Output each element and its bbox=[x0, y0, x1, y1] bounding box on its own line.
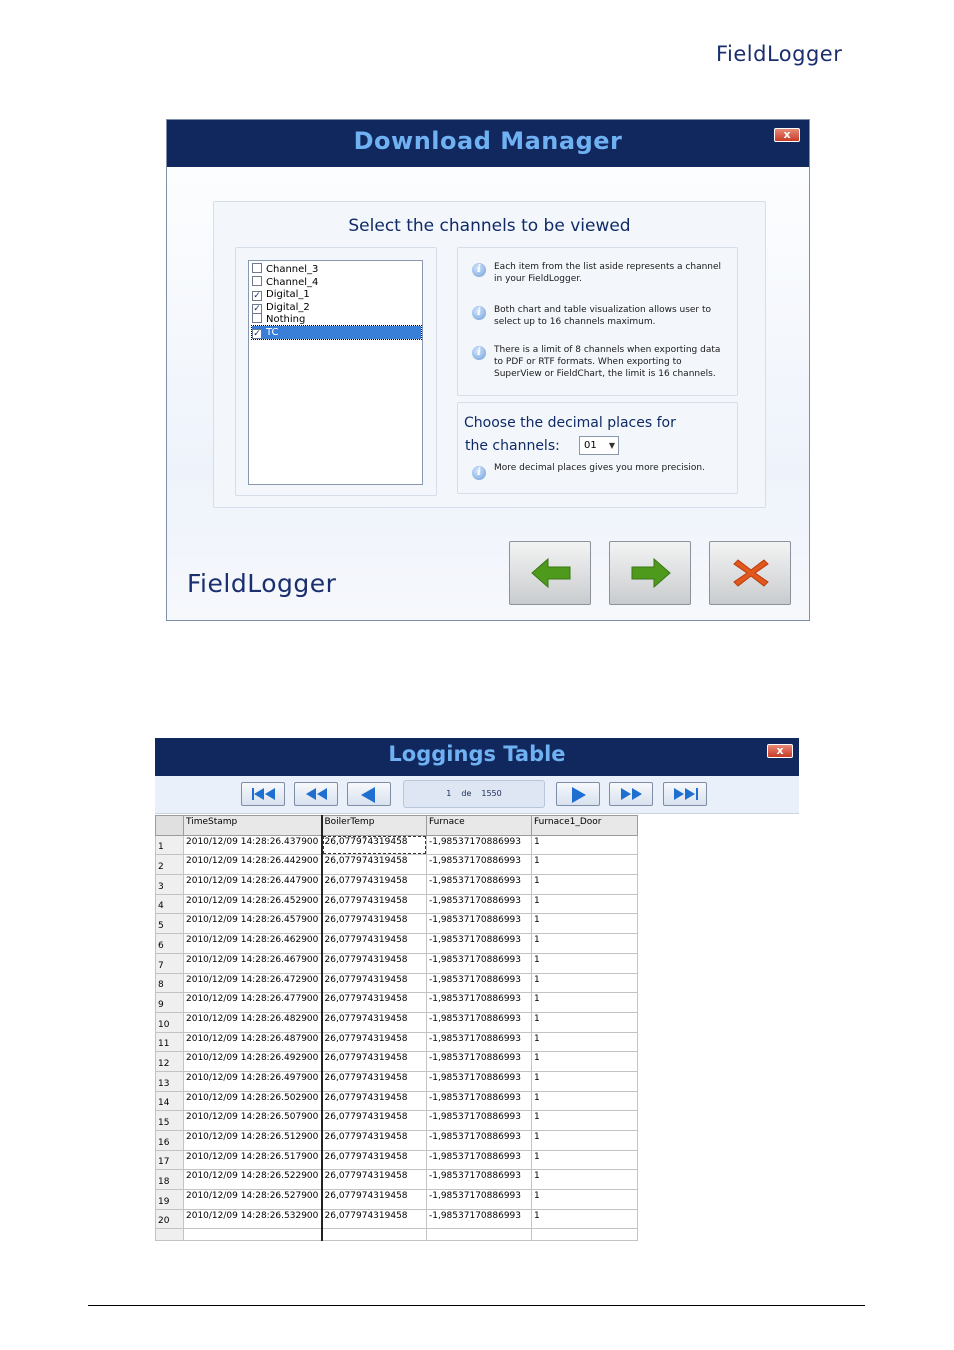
channel-label: Channel_4 bbox=[266, 276, 319, 288]
table-row[interactable] bbox=[156, 1052, 638, 1072]
furnace-cell[interactable]: -1,98537170886993 bbox=[427, 855, 532, 875]
furnace-cell[interactable]: -1,98537170886993 bbox=[427, 1150, 532, 1170]
furnace1-door-cell[interactable]: 1 bbox=[532, 1170, 638, 1190]
timestamp-cell[interactable]: 2010/12/09 14:28:26.507900 bbox=[184, 1111, 322, 1131]
furnace-cell[interactable]: -1,98537170886993 bbox=[427, 1032, 532, 1052]
timestamp-cell[interactable]: 2010/12/09 14:28:26.487900 bbox=[184, 1032, 322, 1052]
table-row[interactable] bbox=[156, 914, 638, 934]
column-header-boilertemp[interactable]: BoilerTemp bbox=[322, 816, 427, 836]
timestamp-cell[interactable]: 2010/12/09 14:28:26.457900 bbox=[184, 914, 322, 934]
furnace1-door-cell[interactable]: 1 bbox=[532, 1052, 638, 1072]
boilertemp-cell[interactable]: 26,077974319458 bbox=[322, 1071, 427, 1091]
row-number: 3 bbox=[156, 875, 184, 895]
boilertemp-cell[interactable]: 26,077974319458 bbox=[322, 1091, 427, 1111]
row-number: 18 bbox=[156, 1170, 184, 1190]
boilertemp-cell[interactable]: 26,077974319458 bbox=[322, 875, 427, 895]
furnace1-door-cell[interactable]: 1 bbox=[532, 993, 638, 1013]
boilertemp-cell[interactable]: 26,077974319458 bbox=[322, 1150, 427, 1170]
row-number: 6 bbox=[156, 934, 184, 954]
row-number: 5 bbox=[156, 914, 184, 934]
download-manager-window: Download Manager x Select the channels to be viewed Channel_3 Channel_4 ✓ Digital_1 ✓ Digital_2 Nothing ✓ TC i Each item from the list aside represents a channel in your FieldLogger. i Both chart and table visualization allows user to select up to 16 channels maximum. i There is a limit of 8 channels when exporting data to PDF or RTF formats. When exporting to SuperView or FieldChart, the limit is 16 channels. Choose the decimal places for the channels: 01 ▼ i More decimal places gives you more precision. FieldLogger bbox=[166, 119, 810, 621]
furnace1-door-cell[interactable]: 1 bbox=[532, 894, 638, 914]
table-row[interactable] bbox=[156, 1170, 638, 1190]
close-x-icon bbox=[730, 556, 772, 590]
row-number: 16 bbox=[156, 1131, 184, 1151]
row-number: 19 bbox=[156, 1190, 184, 1210]
timestamp-cell[interactable]: 2010/12/09 14:28:26.502900 bbox=[184, 1091, 322, 1111]
boilertemp-cell[interactable]: 26,077974319458 bbox=[322, 1131, 427, 1151]
channel-item[interactable] bbox=[252, 326, 421, 339]
furnace-cell[interactable]: -1,98537170886993 bbox=[427, 1111, 532, 1131]
timestamp-cell[interactable]: 2010/12/09 14:28:26.452900 bbox=[184, 894, 322, 914]
table-row[interactable] bbox=[156, 934, 638, 954]
download-manager-titlebar bbox=[167, 120, 809, 167]
previous-page-button[interactable] bbox=[347, 782, 391, 806]
row-number: 2 bbox=[156, 855, 184, 875]
decimal-places-select[interactable]: 01 ▼ bbox=[579, 436, 619, 455]
furnace-cell[interactable]: -1,98537170886993 bbox=[427, 1209, 532, 1229]
row-number: 9 bbox=[156, 993, 184, 1013]
row-number: 4 bbox=[156, 894, 184, 914]
boilertemp-cell[interactable]: 26,077974319458 bbox=[322, 894, 427, 914]
table-row[interactable] bbox=[156, 1032, 638, 1052]
furnace1-door-cell[interactable]: 1 bbox=[532, 855, 638, 875]
table-row[interactable] bbox=[156, 855, 638, 875]
next-page-button[interactable] bbox=[556, 782, 600, 806]
fast-back-button[interactable] bbox=[294, 782, 338, 806]
last-page-icon bbox=[673, 787, 699, 801]
table-row[interactable] bbox=[156, 953, 638, 973]
previous-icon bbox=[357, 787, 383, 803]
decimal-title-line2: the channels: bbox=[465, 438, 560, 454]
next-button[interactable] bbox=[609, 541, 691, 605]
loggings-table-titlebar bbox=[155, 738, 799, 776]
timestamp-cell[interactable] bbox=[184, 1229, 322, 1241]
loggings-data-grid bbox=[155, 815, 638, 1241]
channel-label: TC bbox=[266, 327, 279, 338]
furnace-cell[interactable]: -1,98537170886993 bbox=[427, 875, 532, 895]
boilertemp-cell[interactable]: 26,077974319458 bbox=[322, 953, 427, 973]
furnace-cell[interactable]: -1,98537170886993 bbox=[427, 894, 532, 914]
page-indicator: 1 de 1550 bbox=[403, 780, 545, 808]
channel-item[interactable] bbox=[252, 263, 421, 276]
boilertemp-cell[interactable]: 26,077974319458 bbox=[322, 1111, 427, 1131]
timestamp-cell[interactable]: 2010/12/09 14:28:26.462900 bbox=[184, 934, 322, 954]
furnace-cell[interactable]: -1,98537170886993 bbox=[427, 1071, 532, 1091]
boilertemp-cell[interactable]: 26,077974319458 bbox=[322, 934, 427, 954]
table-row[interactable] bbox=[156, 894, 638, 914]
boilertemp-cell[interactable]: 26,077974319458 bbox=[322, 1170, 427, 1190]
row-number: 8 bbox=[156, 973, 184, 993]
boilertemp-cell[interactable]: 26,077974319458 bbox=[322, 835, 427, 855]
info-icon: i bbox=[472, 466, 486, 480]
table-row[interactable] bbox=[156, 1209, 638, 1229]
table-row[interactable] bbox=[156, 1131, 638, 1151]
table-row[interactable] bbox=[156, 835, 638, 855]
checkbox-unchecked-icon[interactable] bbox=[252, 276, 262, 286]
timestamp-cell[interactable]: 2010/12/09 14:28:26.437900 bbox=[184, 835, 322, 855]
checkbox-checked-icon[interactable]: ✓ bbox=[253, 329, 261, 339]
boilertemp-cell[interactable]: 26,077974319458 bbox=[322, 1209, 427, 1229]
timestamp-cell[interactable]: 2010/12/09 14:28:26.442900 bbox=[184, 855, 322, 875]
loggings-table-window bbox=[155, 738, 799, 1238]
boilertemp-cell[interactable]: 26,077974319458 bbox=[322, 1032, 427, 1052]
table-row-empty[interactable] bbox=[156, 1229, 638, 1241]
furnace-cell[interactable]: -1,98537170886993 bbox=[427, 1170, 532, 1190]
channel-listbox[interactable] bbox=[248, 260, 423, 485]
furnace-cell[interactable]: -1,98537170886993 bbox=[427, 914, 532, 934]
furnace1-door-cell[interactable]: 1 bbox=[532, 1071, 638, 1091]
boilertemp-cell[interactable]: 26,077974319458 bbox=[322, 1190, 427, 1210]
header-row bbox=[156, 816, 638, 836]
furnace1-door-cell[interactable]: 1 bbox=[532, 1091, 638, 1111]
channel-item[interactable] bbox=[252, 288, 421, 301]
table-row[interactable] bbox=[156, 993, 638, 1013]
row-number: 13 bbox=[156, 1071, 184, 1091]
table-row[interactable] bbox=[156, 1071, 638, 1091]
furnace-cell[interactable]: -1,98537170886993 bbox=[427, 993, 532, 1013]
timestamp-cell[interactable]: 2010/12/09 14:28:26.472900 bbox=[184, 973, 322, 993]
row-number: 1 bbox=[156, 835, 184, 855]
info-icon: i bbox=[472, 306, 486, 320]
close-button[interactable]: x bbox=[767, 744, 793, 758]
column-header-furnace1-door[interactable]: Furnace1_Door bbox=[532, 816, 638, 836]
fast-forward-icon bbox=[619, 787, 645, 801]
timestamp-cell[interactable]: 2010/12/09 14:28:26.527900 bbox=[184, 1190, 322, 1210]
column-header-furnace[interactable]: Furnace bbox=[427, 816, 532, 836]
furnace1-door-cell[interactable]: 1 bbox=[532, 953, 638, 973]
boilertemp-cell[interactable]: 26,077974319458 bbox=[322, 1012, 427, 1032]
furnace1-door-cell[interactable] bbox=[532, 1229, 638, 1241]
furnace1-door-cell[interactable]: 1 bbox=[532, 1150, 638, 1170]
timestamp-cell[interactable]: 2010/12/09 14:28:26.447900 bbox=[184, 875, 322, 895]
furnace-cell[interactable] bbox=[427, 1229, 532, 1241]
channel-label: Digital_2 bbox=[266, 301, 310, 313]
arrow-left-icon bbox=[530, 556, 572, 590]
furnace-cell[interactable]: -1,98537170886993 bbox=[427, 835, 532, 855]
furnace1-door-cell[interactable]: 1 bbox=[532, 1012, 638, 1032]
window-title: Loggings Table bbox=[388, 742, 566, 766]
corner-cell bbox=[156, 816, 184, 836]
row-number: 10 bbox=[156, 1012, 184, 1032]
chevron-down-icon: ▼ bbox=[608, 441, 615, 450]
channel-label: Digital_1 bbox=[266, 289, 310, 301]
last-page-button[interactable] bbox=[663, 782, 707, 806]
fast-forward-button[interactable] bbox=[609, 782, 653, 806]
table-row[interactable] bbox=[156, 1190, 638, 1210]
header-logo: FieldLogger bbox=[716, 42, 843, 66]
fast-back-icon bbox=[304, 787, 330, 801]
fieldlogger-logo: FieldLogger bbox=[187, 569, 337, 598]
furnace1-door-cell[interactable]: 1 bbox=[532, 1209, 638, 1229]
timestamp-cell[interactable]: 2010/12/09 14:28:26.522900 bbox=[184, 1170, 322, 1190]
furnace-cell[interactable]: -1,98537170886993 bbox=[427, 953, 532, 973]
channel-item[interactable] bbox=[252, 276, 421, 289]
info-icon: i bbox=[472, 346, 486, 360]
timestamp-cell[interactable]: 2010/12/09 14:28:26.477900 bbox=[184, 993, 322, 1013]
boilertemp-cell[interactable]: 26,077974319458 bbox=[322, 914, 427, 934]
checkbox-checked-icon[interactable]: ✓ bbox=[253, 291, 261, 302]
footer-divider bbox=[88, 1305, 865, 1306]
channel-label: Nothing bbox=[266, 314, 306, 326]
row-number: 12 bbox=[156, 1052, 184, 1072]
row-number: 14 bbox=[156, 1091, 184, 1111]
boilertemp-cell[interactable] bbox=[322, 1229, 427, 1241]
checkbox-unchecked-icon[interactable] bbox=[252, 263, 262, 273]
furnace-cell[interactable]: -1,98537170886993 bbox=[427, 1190, 532, 1210]
furnace-cell[interactable]: -1,98537170886993 bbox=[427, 1131, 532, 1151]
table-row[interactable] bbox=[156, 875, 638, 895]
table-row[interactable] bbox=[156, 1012, 638, 1032]
row-number: 11 bbox=[156, 1032, 184, 1052]
panel-heading: Select the channels to be viewed bbox=[348, 216, 631, 236]
checkbox-unchecked-icon[interactable] bbox=[252, 313, 262, 323]
boilertemp-cell[interactable]: 26,077974319458 bbox=[322, 973, 427, 993]
channel-item[interactable] bbox=[252, 301, 421, 314]
timestamp-cell[interactable]: 2010/12/09 14:28:26.497900 bbox=[184, 1071, 322, 1091]
furnace-cell[interactable]: -1,98537170886993 bbox=[427, 973, 532, 993]
close-button[interactable]: x bbox=[774, 128, 800, 142]
window-title: Download Manager bbox=[353, 127, 623, 155]
column-header-timestamp[interactable]: TimeStamp bbox=[184, 816, 322, 836]
checkbox-checked-icon[interactable]: ✓ bbox=[253, 303, 261, 314]
furnace1-door-cell[interactable]: 1 bbox=[532, 914, 638, 934]
furnace1-door-cell[interactable]: 1 bbox=[532, 1032, 638, 1052]
boilertemp-cell[interactable]: 26,077974319458 bbox=[322, 1052, 427, 1072]
table-row[interactable] bbox=[156, 1111, 638, 1131]
furnace-cell[interactable]: -1,98537170886993 bbox=[427, 1052, 532, 1072]
row-number: 20 bbox=[156, 1209, 184, 1229]
channel-label: Channel_3 bbox=[266, 264, 319, 275]
furnace1-door-cell[interactable]: 1 bbox=[532, 973, 638, 993]
channel-item[interactable] bbox=[252, 313, 421, 326]
table-row[interactable] bbox=[156, 973, 638, 993]
timestamp-cell[interactable]: 2010/12/09 14:28:26.467900 bbox=[184, 953, 322, 973]
row-number: 17 bbox=[156, 1150, 184, 1170]
decimal-title: Choose the decimal places for bbox=[464, 415, 676, 431]
furnace1-door-cell[interactable]: 1 bbox=[532, 835, 638, 855]
pagination-toolbar bbox=[155, 776, 799, 814]
table-row[interactable] bbox=[156, 1091, 638, 1111]
furnace-cell[interactable]: -1,98537170886993 bbox=[427, 1012, 532, 1032]
furnace1-door-cell[interactable]: 1 bbox=[532, 1111, 638, 1131]
first-page-button[interactable] bbox=[241, 782, 285, 806]
furnace1-door-cell[interactable]: 1 bbox=[532, 934, 638, 954]
first-page-icon bbox=[251, 787, 277, 801]
next-icon bbox=[566, 787, 592, 803]
boilertemp-cell[interactable]: 26,077974319458 bbox=[322, 855, 427, 875]
timestamp-cell[interactable]: 2010/12/09 14:28:26.532900 bbox=[184, 1209, 322, 1229]
cancel-button[interactable] bbox=[709, 541, 791, 605]
table-row[interactable] bbox=[156, 1150, 638, 1170]
back-button[interactable] bbox=[509, 541, 591, 605]
furnace1-door-cell[interactable]: 1 bbox=[532, 1131, 638, 1151]
timestamp-cell[interactable]: 2010/12/09 14:28:26.512900 bbox=[184, 1131, 322, 1151]
furnace-cell[interactable]: -1,98537170886993 bbox=[427, 1091, 532, 1111]
boilertemp-cell[interactable]: 26,077974319458 bbox=[322, 993, 427, 1013]
info-icon: i bbox=[472, 263, 486, 277]
furnace1-door-cell[interactable]: 1 bbox=[532, 875, 638, 895]
timestamp-cell[interactable]: 2010/12/09 14:28:26.517900 bbox=[184, 1150, 322, 1170]
furnace1-door-cell[interactable]: 1 bbox=[532, 1190, 638, 1210]
timestamp-cell[interactable]: 2010/12/09 14:28:26.492900 bbox=[184, 1052, 322, 1072]
furnace-cell[interactable]: -1,98537170886993 bbox=[427, 934, 532, 954]
row-number bbox=[156, 1229, 184, 1241]
timestamp-cell[interactable]: 2010/12/09 14:28:26.482900 bbox=[184, 1012, 322, 1032]
row-number: 7 bbox=[156, 953, 184, 973]
arrow-right-icon bbox=[630, 556, 672, 590]
row-number: 15 bbox=[156, 1111, 184, 1131]
